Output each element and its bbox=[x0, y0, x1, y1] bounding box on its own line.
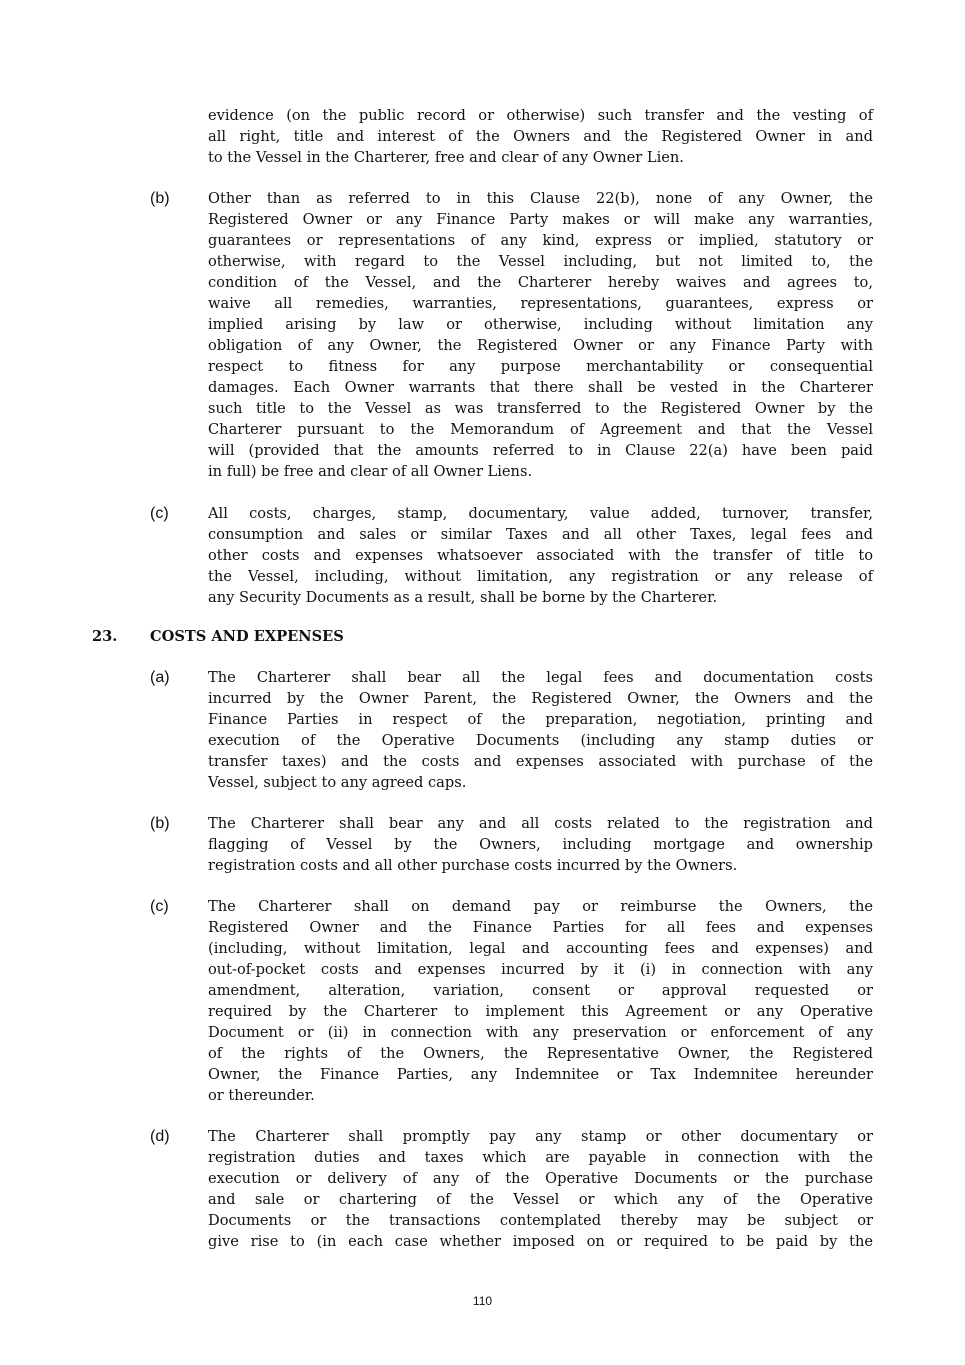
clause-number: 23. bbox=[92, 628, 118, 645]
page-number: 110 bbox=[472, 1294, 493, 1308]
text-line: give rise to (in each case whether imposed on or required to be paid by the bbox=[208, 1233, 873, 1250]
clause-label: (b) bbox=[150, 190, 170, 207]
text-line: flagging of Vessel by the Owners, including mortgage and ownership bbox=[208, 836, 873, 853]
text-line: Vessel, subject to any agreed caps. bbox=[208, 774, 467, 791]
text-line: implied arising by law or otherwise, including without limitation any bbox=[208, 316, 873, 333]
text-line: All costs, charges, stamp, documentary, value added, turnover, transfer, bbox=[208, 505, 873, 522]
text-line: The Charterer shall on demand pay or reimburse the Owners, the bbox=[208, 898, 873, 915]
text-line: execution of the Operative Documents (including any stamp duties or bbox=[208, 732, 873, 749]
text-line: Registered Owner and the Finance Parties for all fees and expenses bbox=[208, 919, 873, 936]
text-line: amendment, alteration, variation, consent or approval requested or bbox=[208, 982, 873, 999]
text-line: Documents or the transactions contemplated thereby may be subject or bbox=[208, 1212, 873, 1229]
text-line: Other than as referred to in this Clause 22(b), none of any Owner, the bbox=[208, 190, 873, 207]
text-line: Registered Owner or any Finance Party makes or will make any warranties, bbox=[208, 211, 873, 228]
clause-label: (a) bbox=[150, 669, 170, 686]
clause-label: (d) bbox=[150, 1128, 170, 1145]
text-line: respect to fitness for any purpose merchantability or consequential bbox=[208, 358, 873, 375]
text-line: all right, title and interest of the Owners and the Registered Owner in and bbox=[208, 128, 873, 145]
text-line: such title to the Vessel as was transferred to the Registered Owner by the bbox=[208, 400, 873, 417]
text-line: transfer taxes) and the costs and expenses associated with purchase of the bbox=[208, 753, 873, 770]
text-line: to the Vessel in the Charterer, free and clear of any Owner Lien. bbox=[208, 149, 684, 166]
text-line: and sale or chartering of the Vessel or which any of the Operative bbox=[208, 1191, 873, 1208]
text-line: consumption and sales or similar Taxes and all other Taxes, legal fees and bbox=[208, 526, 873, 543]
text-line: guarantees or representations of any kind, express or implied, statutory or bbox=[208, 232, 873, 249]
text-line: otherwise, with regard to the Vessel including, but not limited to, the bbox=[208, 253, 873, 270]
text-line: Owner, the Finance Parties, any Indemnitee or Tax Indemnitee hereunder bbox=[208, 1066, 873, 1083]
text-line: execution or delivery of any of the Operative Documents or the purchase bbox=[208, 1170, 873, 1187]
text-line: obligation of any Owner, the Registered Owner or any Finance Party with bbox=[208, 337, 873, 354]
text-line: any Security Documents as a result, shall be borne by the Charterer. bbox=[208, 589, 718, 606]
text-line: damages. Each Owner warrants that there shall be vested in the Charterer bbox=[208, 379, 873, 396]
text-line: required by the Charterer to implement this Agreement or any Operative bbox=[208, 1003, 873, 1020]
text-line: condition of the Vessel, and the Charterer hereby waives and agrees to, bbox=[208, 274, 873, 291]
text-line: evidence (on the public record or otherwise) such transfer and the vesting of bbox=[208, 107, 873, 124]
text-line: in full) be free and clear of all Owner Liens. bbox=[208, 463, 533, 480]
text-line: will (provided that the amounts referred to in Clause 22(a) have been paid bbox=[208, 442, 873, 459]
text-line: Charterer pursuant to the Memorandum of Agreement and that the Vessel bbox=[208, 421, 873, 438]
text-line: other costs and expenses whatsoever associated with the transfer of title to bbox=[208, 547, 873, 564]
text-line: the Vessel, including, without limitation, any registration or any release of bbox=[208, 568, 873, 585]
text-line: waive all remedies, warranties, representations, guarantees, express or bbox=[208, 295, 873, 312]
text-line: registration costs and all other purchase costs incurred by the Owners. bbox=[208, 857, 738, 874]
clause-title: COSTS AND EXPENSES bbox=[150, 628, 344, 645]
text-line: The Charterer shall promptly pay any stamp or other documentary or bbox=[208, 1128, 873, 1145]
text-line: The Charterer shall bear all the legal fees and documentation costs bbox=[208, 669, 873, 686]
text-line: or thereunder. bbox=[208, 1087, 315, 1104]
text-line: of the rights of the Owners, the Representative Owner, the Registered bbox=[208, 1045, 873, 1062]
text-line: incurred by the Owner Parent, the Registered Owner, the Owners and the bbox=[208, 690, 873, 707]
clause-label: (b) bbox=[150, 815, 170, 832]
text-line: Finance Parties in respect of the preparation, negotiation, printing and bbox=[208, 711, 873, 728]
text-line: registration duties and taxes which are payable in connection with the bbox=[208, 1149, 873, 1166]
text-line: out-of-pocket costs and expenses incurred by it (i) in connection with any bbox=[208, 961, 873, 978]
clause-label: (c) bbox=[150, 898, 169, 915]
text-line: The Charterer shall bear any and all costs related to the registration and bbox=[208, 815, 873, 832]
clause-label: (c) bbox=[150, 505, 169, 522]
text-line: (including, without limitation, legal and accounting fees and expenses) and bbox=[208, 940, 873, 957]
text-line: Document or (ii) in connection with any preservation or enforcement of any bbox=[208, 1024, 873, 1041]
